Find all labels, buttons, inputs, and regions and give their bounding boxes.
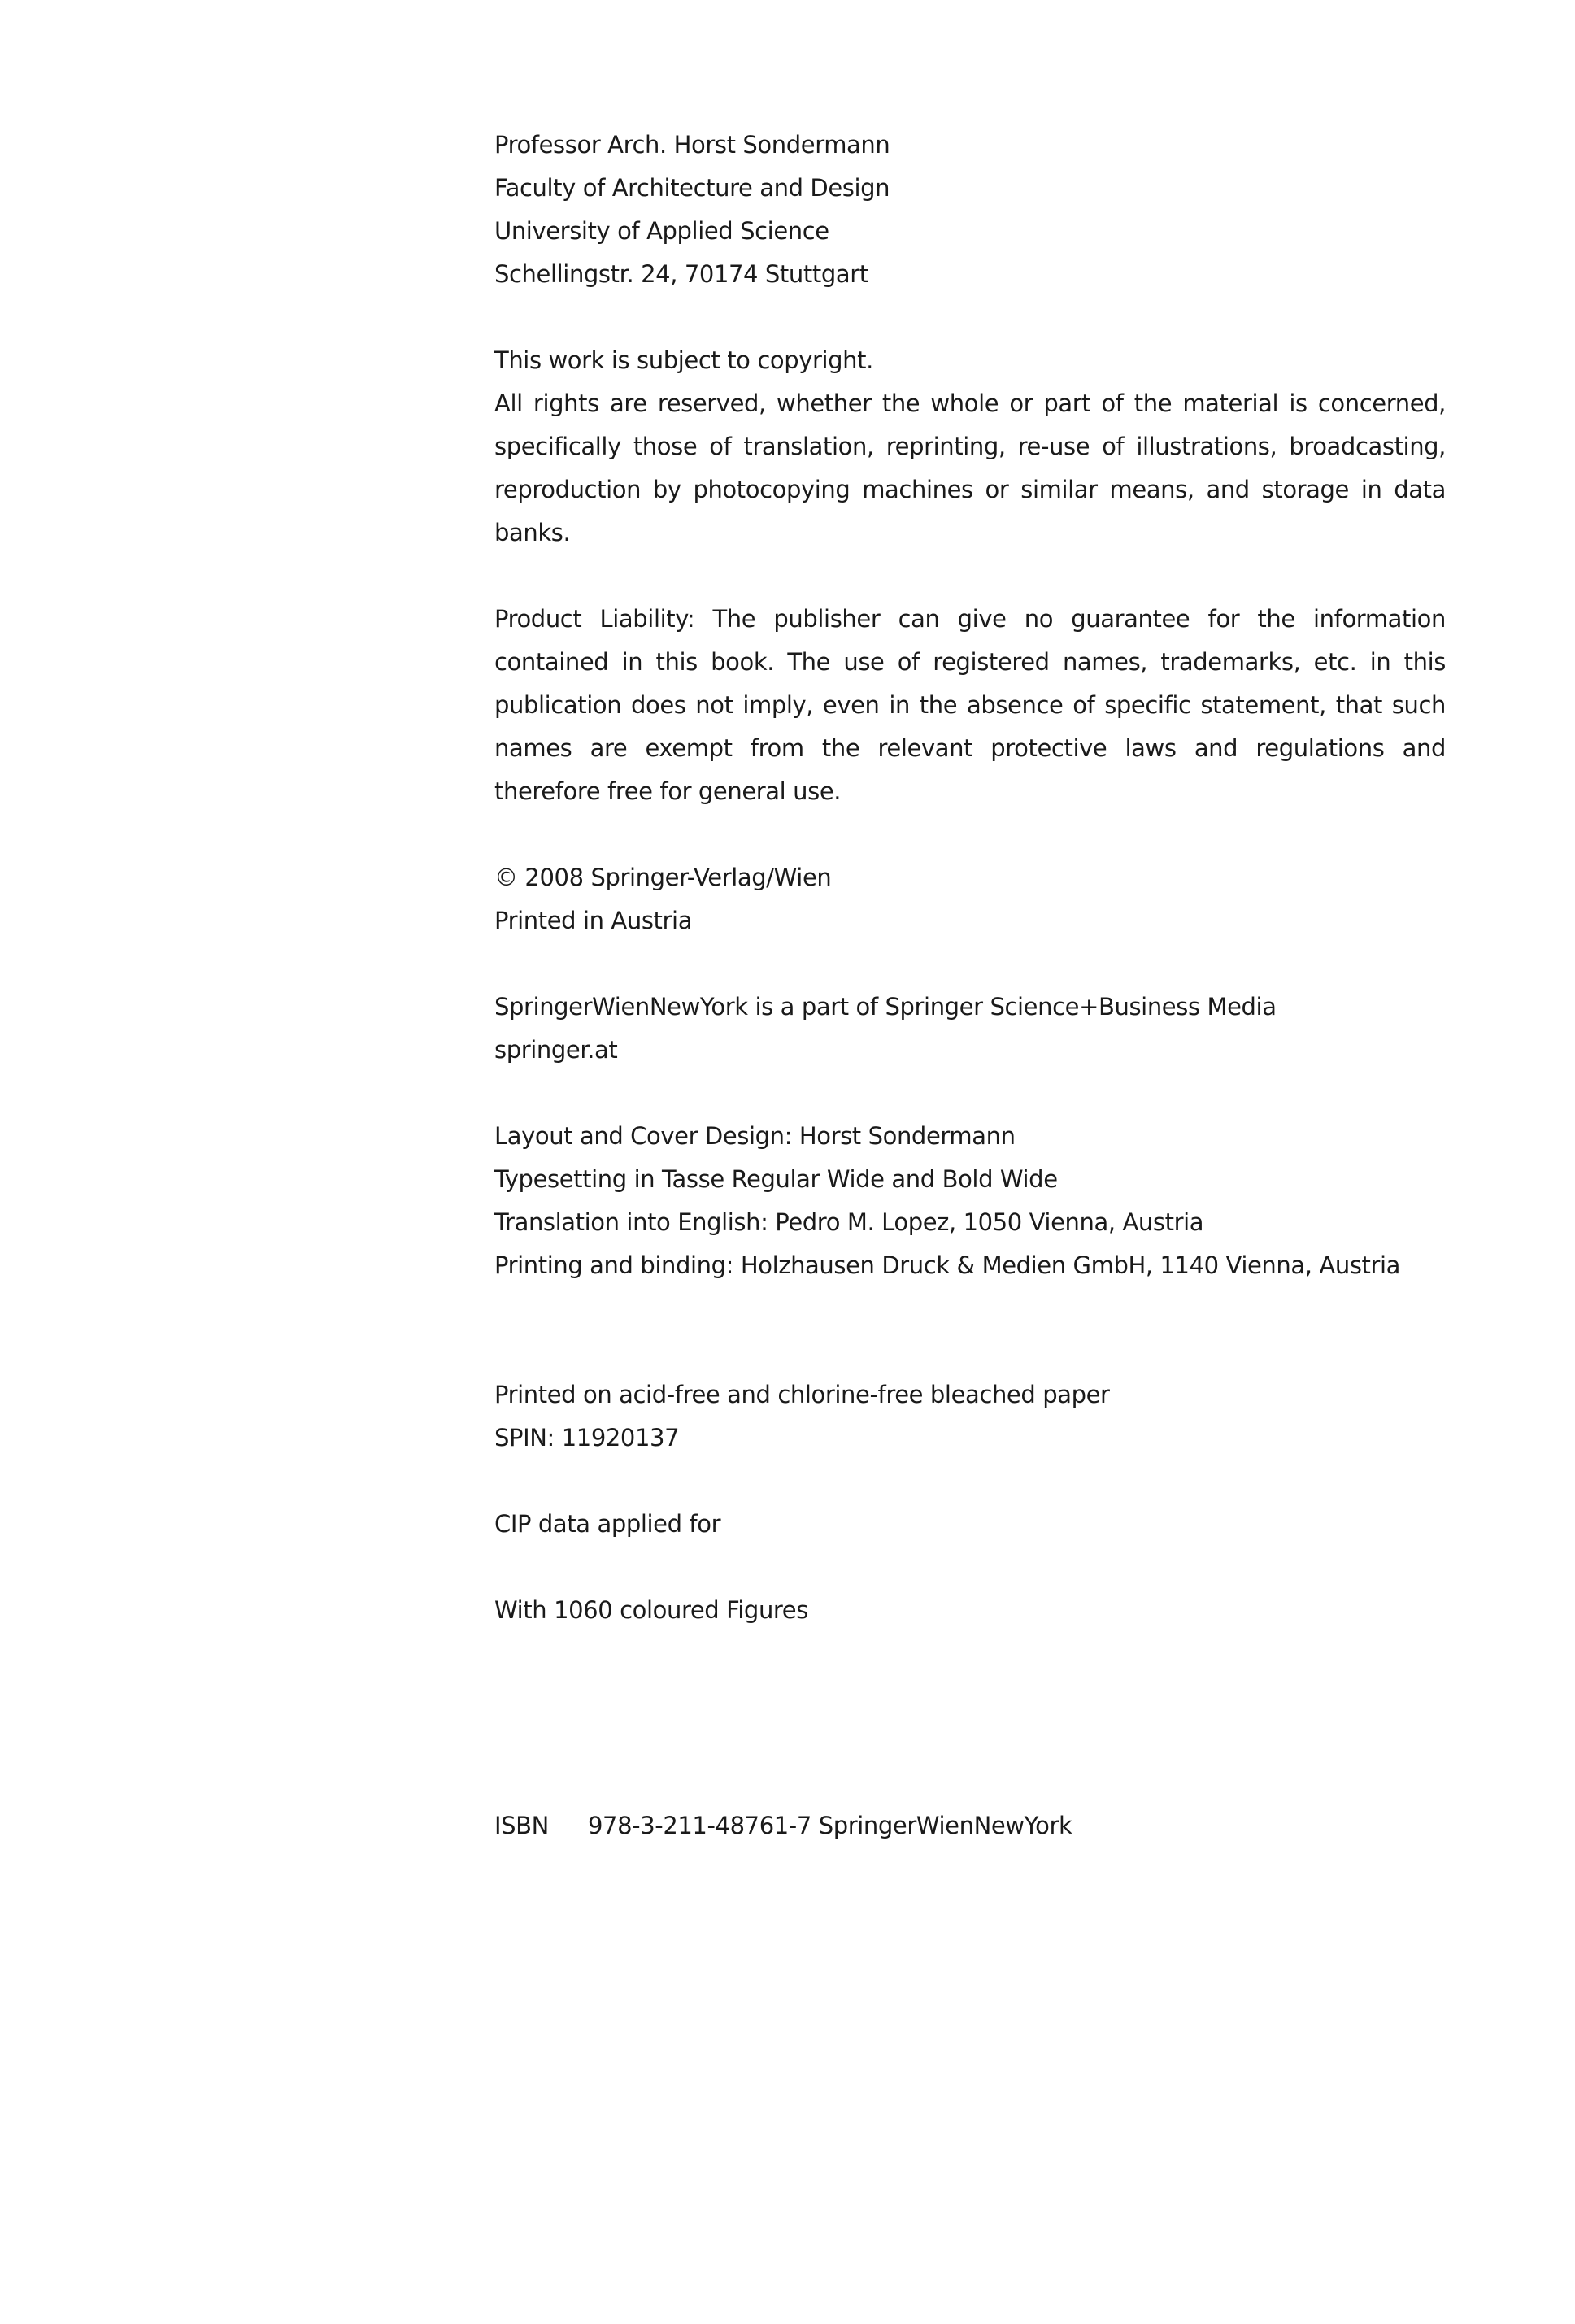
author-faculty: Faculty of Architecture and Design bbox=[494, 174, 890, 202]
credit-layout: Layout and Cover Design: Horst Sondermann bbox=[494, 1122, 1016, 1150]
isbn-line bbox=[494, 1804, 1446, 1847]
liability-paragraph: Product Liability: The publisher can give no guarantee for the information contained in this book. The use of registered names, trademarks, etc. in this publication does not imply, even in the absence of specific statement, that such names are exempt from the relevant protective laws and regulations and therefore free for general use. bbox=[494, 605, 1446, 805]
paper-block bbox=[494, 1373, 1446, 1460]
copyright-block bbox=[494, 339, 1446, 813]
copyright-heading: This work is subject to copyright. bbox=[494, 346, 873, 374]
paper-printed-on: Printed on acid-free and chlorine-free bleached paper bbox=[494, 1381, 1110, 1408]
publisher-block bbox=[494, 856, 1446, 1072]
rights-paragraph: All rights are reserved, whether the whole or part of the material is concerned, specifically those of translation, reprinting, re-use of illustrations, broadcasting, reproduction by photocopying machines or similar means, and storage in data banks. bbox=[494, 390, 1446, 546]
credit-typesetting: Typesetting in Tasse Regular Wide and Bold Wide bbox=[494, 1165, 1058, 1193]
cip-line: CIP data applied for bbox=[494, 1510, 721, 1538]
isbn-value: 978-3-211-48761-7 SpringerWienNewYork bbox=[588, 1812, 1072, 1839]
credit-translation: Translation into English: Pedro M. Lopez, 1050 Vienna, Austria bbox=[494, 1208, 1204, 1236]
imprint-page bbox=[494, 124, 1446, 1847]
credit-printing: Printing and binding: Holzhausen Druck & Medien GmbH, 1140 Vienna, Austria bbox=[494, 1251, 1401, 1279]
author-block bbox=[494, 124, 1446, 296]
publisher-website: springer.at bbox=[494, 1036, 618, 1064]
author-university: University of Applied Science bbox=[494, 217, 829, 245]
printed-in: Printed in Austria bbox=[494, 907, 693, 934]
publisher-part-of: SpringerWienNewYork is a part of Springer Science+Business Media bbox=[494, 993, 1277, 1021]
isbn-label: ISBN bbox=[494, 1812, 549, 1839]
paper-spin: SPIN: 11920137 bbox=[494, 1424, 680, 1451]
copyright-line: © 2008 Springer-Verlag/Wien bbox=[494, 864, 832, 891]
credits-block bbox=[494, 1115, 1446, 1287]
figures-line: With 1060 coloured Figures bbox=[494, 1596, 808, 1624]
author-name: Professor Arch. Horst Sondermann bbox=[494, 131, 890, 159]
author-address: Schellingstr. 24, 70174 Stuttgart bbox=[494, 260, 868, 288]
